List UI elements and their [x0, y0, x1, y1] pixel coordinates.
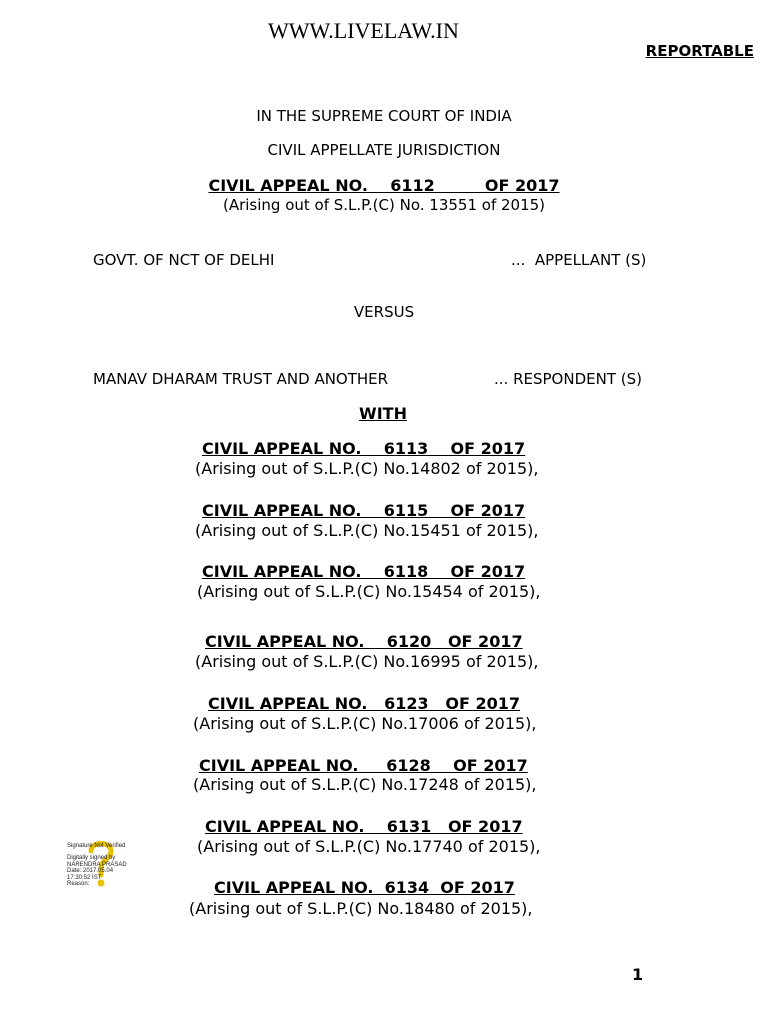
main-case-arising: (Arising out of S.L.P.(C) No. 13551 of 2015) [222, 196, 546, 214]
connected-appeal-title: CIVIL APPEAL NO. 6131 OF 2017 [205, 817, 523, 836]
main-case-title: CIVIL APPEAL NO. 6112 OF 2017 [208, 176, 560, 195]
connected-appeal-title: CIVIL APPEAL NO. 6115 OF 2017 [202, 501, 526, 520]
page-number: 1 [632, 965, 644, 984]
connected-appeal-arising: (Arising out of S.L.P.(C) No.15454 of 2015), [197, 582, 541, 601]
connected-appeal-title: CIVIL APPEAL NO. 6128 OF 2017 [199, 756, 528, 775]
with-label: WITH [359, 404, 407, 423]
versus-label: VERSUS [353, 303, 415, 321]
signature-line: NARENDRA PRASAD [67, 861, 127, 868]
court-jurisdiction: CIVIL APPELLATE JURISDICTION [267, 141, 501, 159]
respondent-role: ... RESPONDENT (S) [494, 370, 642, 388]
connected-appeal-arising: (Arising out of S.L.P.(C) No.16995 of 2015), [195, 652, 539, 671]
connected-appeal-title: CIVIL APPEAL NO. 6118 OF 2017 [202, 562, 526, 581]
connected-appeal-title: CIVIL APPEAL NO. 6123 OF 2017 [208, 694, 521, 713]
connected-appeal-arising: (Arising out of S.L.P.(C) No.17248 of 2015), [193, 775, 537, 794]
connected-appeal-arising: (Arising out of S.L.P.(C) No.18480 of 2015), [189, 899, 533, 918]
reportable-label: REPORTABLE [645, 42, 754, 60]
connected-appeal-arising: (Arising out of S.L.P.(C) No.17006 of 2015), [193, 714, 537, 733]
appellant-name: GOVT. OF NCT OF DELHI [93, 251, 275, 269]
connected-appeal-arising: (Arising out of S.L.P.(C) No.15451 of 2015), [195, 521, 539, 540]
signature-line: Reason: [67, 881, 90, 888]
connected-appeal-title: CIVIL APPEAL NO. 6120 OF 2017 [205, 632, 523, 651]
signature-line: Digitally signed by [67, 855, 116, 862]
signature-text [67, 843, 127, 887]
signature-line: Signature Not Verified [67, 843, 126, 849]
connected-appeal-arising: (Arising out of S.L.P.(C) No.17740 of 2015), [197, 837, 541, 856]
signature-line: 17:30:52 IST [67, 874, 102, 881]
connected-appeal-title: CIVIL APPEAL NO. 6113 OF 2017 [202, 439, 526, 458]
connected-appeal-arising: (Arising out of S.L.P.(C) No.14802 of 2015), [195, 459, 539, 478]
livelaw-watermark: WWW.LIVELAW.IN [268, 18, 459, 43]
respondent-name: MANAV DHARAM TRUST AND ANOTHER [93, 370, 389, 388]
connected-appeal-title: CIVIL APPEAL NO. 6134 OF 2017 [214, 878, 515, 897]
digital-signature-block [67, 843, 167, 891]
court-name: IN THE SUPREME COURT OF INDIA [256, 107, 512, 125]
signature-line: Date: 2017.05.04 [67, 868, 114, 875]
appellant-role: ... APPELLANT (S) [511, 251, 647, 269]
